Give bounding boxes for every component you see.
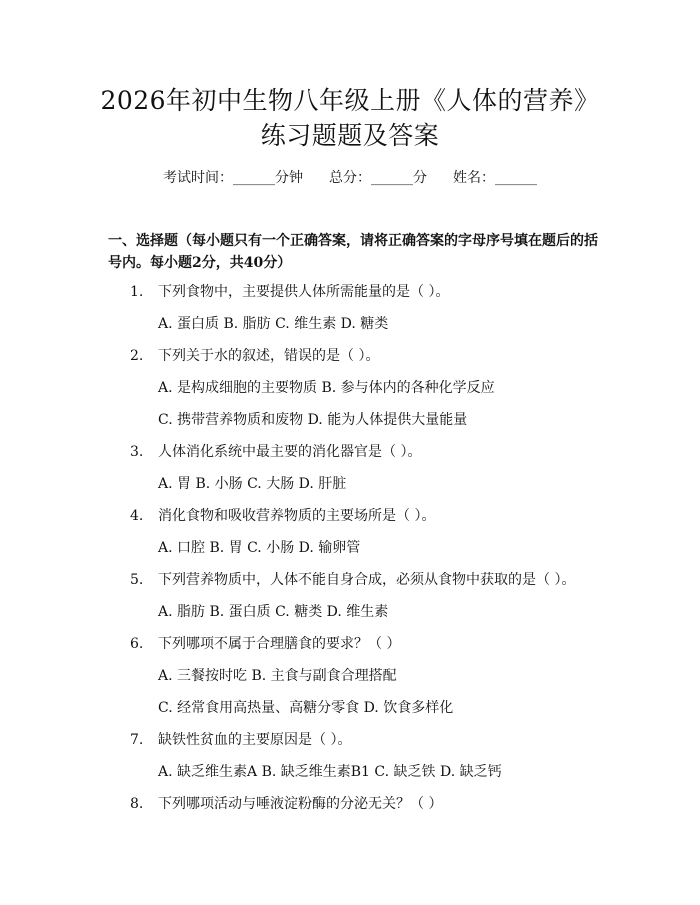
exam-name-field: 姓名：______ xyxy=(453,170,537,186)
question-number: 2. xyxy=(130,348,144,364)
question-text: 下列哪项活动与唾液淀粉酶的分泌无关？（ ） xyxy=(158,796,443,812)
question-3-options: A. 胃 B. 小肠 C. 大肠 D. 肝脏 xyxy=(158,476,347,492)
question-1 xyxy=(130,282,449,302)
question-number: 4. xyxy=(130,508,144,524)
question-7 xyxy=(130,730,351,750)
question-number: 5. xyxy=(130,572,144,588)
question-text: 缺铁性贫血的主要原因是（ ）。 xyxy=(158,732,352,748)
question-text: 下列关于水的叙述，错误的是（ ）。 xyxy=(158,348,380,364)
question-number: 1. xyxy=(130,284,144,300)
exam-score-field: 总分：______分 xyxy=(329,170,427,186)
question-text: 人体消化系统中最主要的消化器官是（ ）。 xyxy=(158,444,422,460)
question-text: 下列食物中，主要提供人体所需能量的是（ ）。 xyxy=(158,284,450,300)
page-title-line1: 2026年初中生物八年级上册《人体的营养》 xyxy=(100,86,600,115)
question-2-options-a: A. 是构成细胞的主要物质 B. 参与体内的各种化学反应 xyxy=(158,380,495,396)
question-2 xyxy=(130,346,379,366)
question-7-options: A. 缺乏维生素A B. 缺乏维生素B1 C. 缺乏铁 D. 缺乏钙 xyxy=(158,764,502,780)
section-heading-line2: 号内。每小题2分，共40分） xyxy=(108,255,292,271)
question-2-options-b: C. 携带营养物质和废物 D. 能为人体提供大量能量 xyxy=(158,412,468,428)
question-3 xyxy=(130,442,421,462)
exam-time-field: 考试时间：______分钟 xyxy=(163,170,303,186)
question-text: 下列营养物质中，人体不能自身合成，必须从食物中获取的是（ ）。 xyxy=(158,572,576,588)
question-6 xyxy=(130,634,400,654)
section-heading-line1: 一、选择题（每小题只有一个正确答案，请将正确答案的字母序号填在题后的括 xyxy=(108,233,598,249)
question-4 xyxy=(130,506,435,526)
question-number: 6. xyxy=(130,636,144,652)
question-number: 3. xyxy=(130,444,144,460)
question-6-options-b: C. 经常食用高热量、高糖分零食 D. 饮食多样化 xyxy=(158,700,454,716)
question-text: 消化食物和吸收营养物质的主要场所是（ ）。 xyxy=(158,508,436,524)
question-1-options: A. 蛋白质 B. 脂肪 C. 维生素 D. 糖类 xyxy=(158,316,389,332)
question-5-options: A. 脂肪 B. 蛋白质 C. 糖类 D. 维生素 xyxy=(158,604,389,620)
question-number: 8. xyxy=(130,796,144,812)
question-5 xyxy=(130,570,575,590)
question-6-options-a: A. 三餐按时吃 B. 主食与副食合理搭配 xyxy=(158,668,397,684)
exam-meta xyxy=(0,168,700,188)
question-text: 下列哪项不属于合理膳食的要求？（ ） xyxy=(158,636,401,652)
question-8 xyxy=(130,794,442,814)
question-4-options: A. 口腔 B. 胃 C. 小肠 D. 输卵管 xyxy=(158,540,361,556)
page-title-line2: 练习题题及答案 xyxy=(260,121,440,150)
question-number: 7. xyxy=(130,732,144,748)
